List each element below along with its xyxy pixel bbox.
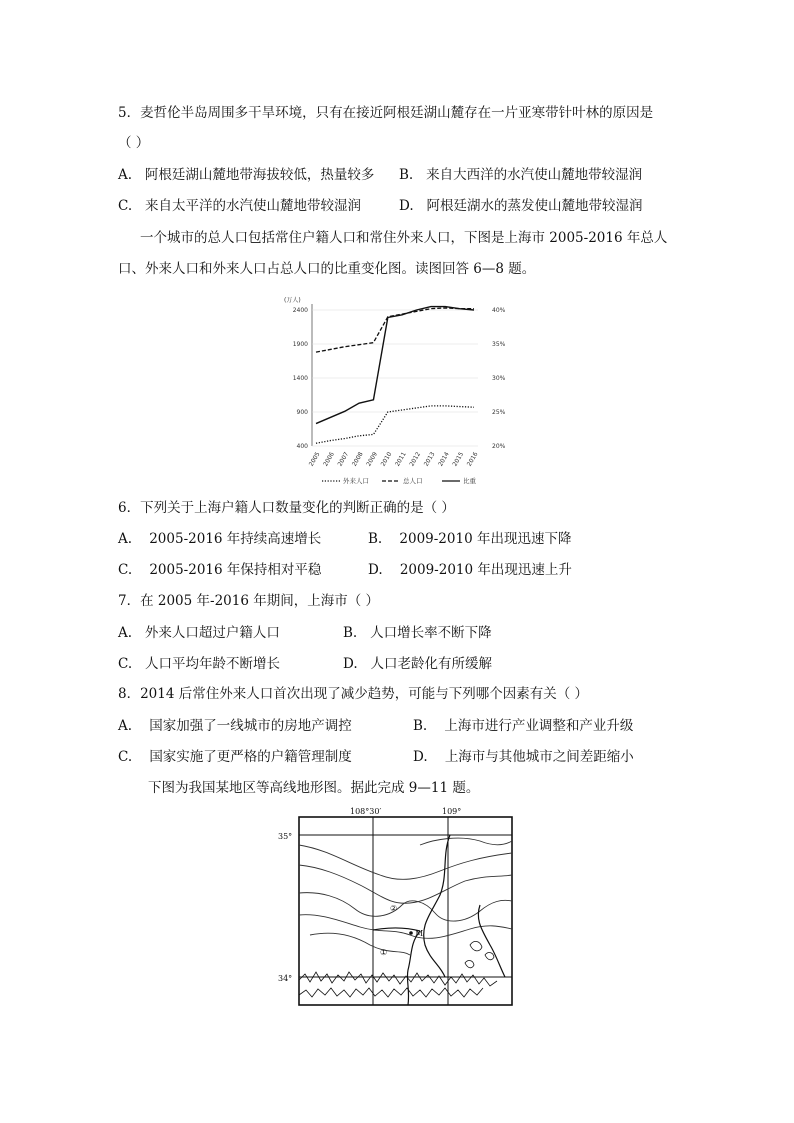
- left-tick-label: 1900: [292, 341, 308, 348]
- q5-option-d[interactable]: D. 阿根廷湖水的蒸发使山麓地带较湿润: [399, 198, 643, 214]
- x-tick-label: 2012: [408, 450, 423, 468]
- left-axis-unit: (万人): [284, 297, 301, 304]
- q7-option-b[interactable]: B. 人口增长率不断下降: [343, 625, 492, 641]
- x-tick-label: 2014: [437, 450, 451, 468]
- lat-label-35: 35°: [278, 832, 293, 841]
- q6-option-b[interactable]: B. 2009-2010 年出现迅速下降: [368, 531, 572, 547]
- point-m-dot: [409, 931, 413, 935]
- intro-paragraph-line1: 一个城市的总人口包括常住户籍人口和常住外来人口，下图是上海市 2005-2016 年总人: [140, 230, 668, 246]
- q5-paren: （ ）: [118, 135, 150, 151]
- left-tick-label: 2400: [292, 307, 308, 314]
- q6-stem: 6．下列关于上海户籍人口数量变化的判断正确的是（ ）: [118, 500, 455, 516]
- q6-option-a[interactable]: A. 2005-2016 年持续高速增长: [118, 531, 322, 547]
- x-axis-ticks: [308, 451, 480, 468]
- q5-option-c[interactable]: C. 来自太平洋的水汽使山麓地带较湿润: [118, 198, 362, 214]
- q6-option-c[interactable]: C. 2005-2016 年保持相对平稳: [118, 562, 322, 578]
- x-tick-label: 2009: [365, 450, 380, 468]
- q7-option-c[interactable]: C. 人口平均年龄不断增长: [118, 656, 281, 672]
- q5-option-b[interactable]: B. 来自大西洋的水汽使山麓地带较湿润: [399, 167, 643, 183]
- q8-option-a[interactable]: A. 国家加强了一线城市的房地产调控: [118, 718, 352, 734]
- lon-label-2: 109°: [442, 807, 462, 816]
- q5-option-a[interactable]: A. 阿根廷湖山麓地带海拔较低，热量较多: [118, 167, 375, 183]
- lon-label-1: 108°30′: [350, 807, 382, 816]
- map-intro: 下图为我国某地区等高线地形图。据此完成 9—11 题。: [148, 780, 480, 796]
- left-tick-label: 400: [296, 443, 308, 450]
- q7-option-a[interactable]: A. 外来人口超过户籍人口: [118, 625, 280, 641]
- right-axis-ticks: [492, 307, 506, 450]
- x-tick-label: 2010: [379, 450, 394, 468]
- population-line-chart: [270, 288, 520, 490]
- legend-label: 外来人口: [343, 477, 369, 485]
- contour-map: [270, 805, 520, 1010]
- x-tick-label: 2015: [451, 450, 466, 468]
- intro-paragraph-line2: 口、外来人口和外来人口占总人口的比重变化图。读图回答 6—8 题。: [118, 261, 536, 277]
- x-tick-label: 2016: [465, 450, 480, 468]
- q6-option-d[interactable]: D. 2009-2010 年出现迅速上升: [368, 562, 572, 578]
- q7-stem: 7．在 2005 年-2016 年期间，上海市（ ）: [118, 593, 380, 609]
- right-tick-label: 25%: [492, 409, 506, 416]
- q8-option-c[interactable]: C. 国家实施了更严格的户籍管理制度: [118, 749, 352, 765]
- chart-legend: [322, 476, 477, 485]
- series-line-外来人口: [316, 406, 474, 443]
- contour-lines: [299, 838, 512, 955]
- lat-label-34: 34°: [278, 974, 293, 983]
- left-tick-label: 900: [296, 409, 308, 416]
- q8-option-b[interactable]: B. 上海市进行产业调整和产业升级: [413, 718, 634, 734]
- series-line-总人口: [316, 308, 474, 352]
- marker-1: ①: [380, 948, 388, 957]
- rugged-terrain: [299, 941, 497, 997]
- left-axis-ticks: [293, 307, 308, 450]
- series-line-比重: [316, 307, 474, 424]
- x-tick-label: 2006: [322, 450, 336, 468]
- right-tick-label: 35%: [492, 341, 506, 348]
- q8-stem: 8．2014 后常住外来人口首次出现了减少趋势，可能与下列哪个因素有关（ ）: [118, 686, 589, 702]
- q8-option-d[interactable]: D. 上海市与其他城市之间差距缩小: [413, 749, 634, 765]
- marker-2: ②: [390, 904, 398, 913]
- marker-m: M: [415, 929, 424, 938]
- right-tick-label: 30%: [492, 375, 506, 382]
- x-tick-label: 2013: [422, 450, 437, 468]
- legend-label: 总人口: [403, 477, 423, 485]
- x-tick-label: 2011: [394, 450, 408, 468]
- chart-series: [316, 307, 474, 444]
- chart-gridlines: [312, 304, 478, 446]
- right-tick-label: 40%: [492, 307, 506, 314]
- left-tick-label: 1400: [292, 375, 308, 382]
- x-tick-label: 2005: [307, 450, 322, 468]
- legend-label: 比重: [463, 477, 476, 485]
- x-tick-label: 2008: [350, 450, 365, 468]
- q7-option-d[interactable]: D. 人口老龄化有所缓解: [343, 656, 493, 672]
- q5-stem: 5．麦哲伦半岛周围多干旱环境，只有在接近阿根廷湖山麓存在一片亚寒带针叶林的原因是: [118, 105, 654, 121]
- right-tick-label: 20%: [492, 443, 506, 450]
- x-tick-label: 2007: [336, 450, 351, 468]
